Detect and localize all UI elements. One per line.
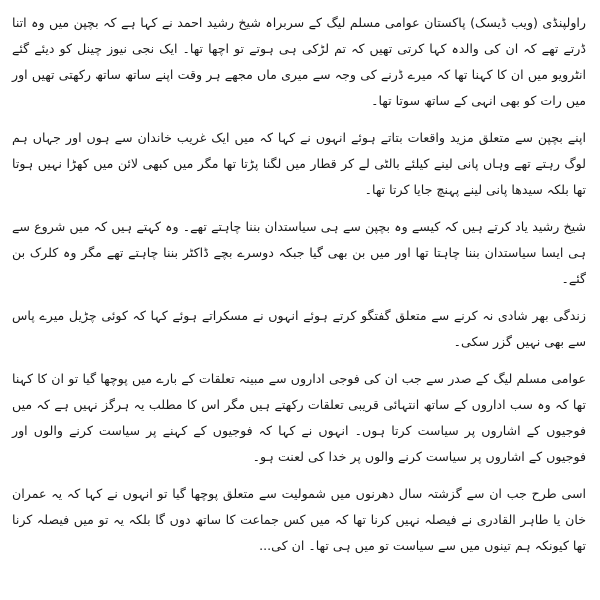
article-paragraph: اسی طرح جب ان سے گزشتہ سال دھرنوں میں شمولیت سے متعلق پوچھا گیا تو انہوں نے کہا کہ یہ عمران خان یا طاہر القادری نے فیصلہ نہیں کرنا تھا کہ میں کس جماعت کا ساتھ دوں گا بلکہ یہ تو میں فیصلہ کرنا تھا کیونکہ ہم تینوں میں سے سیاست تو میں ہی تھا۔ ان کی... bbox=[12, 486, 586, 553]
article-paragraph: عوامی مسلم لیگ کے صدر سے جب ان کی فوجی اداروں سے مبینہ تعلقات کے بارے میں پوچھا گیا تو ان کا کہنا تھا کہ وہ سب اداروں کے ساتھ انتہائی قریبی تعلقات رکھتے ہیں مگر اس کا مطلب یہ ہرگز نہیں ہے کہ میں فوجیوں کے اشاروں پر سیاست کرتا ہوں۔ انہوں نے کہا کہ فوجیوں کے کہنے پر سیاست کرنے والوں اور فوجیوں کے اشاروں پر سیاست کرنے والوں پر خدا کی لعنت ہو۔ bbox=[12, 371, 586, 464]
article-paragraph: راولپنڈی (ویب ڈیسک) پاکستان عوامی مسلم لیگ کے سربراہ شیخ رشید احمد نے کہا ہے کہ بچپن میں وہ اتنا ڈرتے تھے کہ ان کی والدہ کہا کرتی تھیں کہ تم لڑکی ہی ہوتے تو اچھا تھا۔ ایک نجی نیوز چینل کو دیئے گئے انٹرویو میں ان کا کہنا تھا کہ میرے ڈرنے کی وجہ سے میری ماں مجھے ہر وقت اپنے ساتھ ساتھ رکھتی تھیں اور میں رات کو بھی انہی کے ساتھ سوتا تھا۔ bbox=[12, 15, 586, 108]
article-paragraph: شیخ رشید یاد کرتے ہیں کہ کیسے وہ بچپن سے ہی سیاستدان بننا چاہتے تھے۔ وہ کہتے ہیں کہ میں شروع سے ہی ایسا سیاستدان بننا چاہتا تھا اور میں بن بھی گیا جبکہ دوسرے بچے ڈاکٹر بننا چاہتے تھے مگر وہ کلرک بن گئے۔ bbox=[12, 219, 586, 286]
article-paragraph: اپنے بچپن سے متعلق مزید واقعات بتاتے ہوئے انہوں نے کہا کہ میں ایک غریب خاندان سے ہوں اور جہاں ہم لوگ رہتے تھے وہاں پانی لینے کیلئے بالٹی لے کر قطار میں لگنا پڑتا تھا مگر میں کبھی لائن میں کھڑا نہیں ہوتا تھا بلکہ سیدھا پانی لینے پہنچ جایا کرتا تھا۔ bbox=[12, 130, 586, 197]
article-paragraph: زندگی بھر شادی نہ کرنے سے متعلق گفتگو کرتے ہوئے انہوں نے مسکراتے ہوئے کہا کہ کوئی چڑیل میرے پاس سے بھی نہیں گزر سکی۔ bbox=[12, 308, 586, 349]
